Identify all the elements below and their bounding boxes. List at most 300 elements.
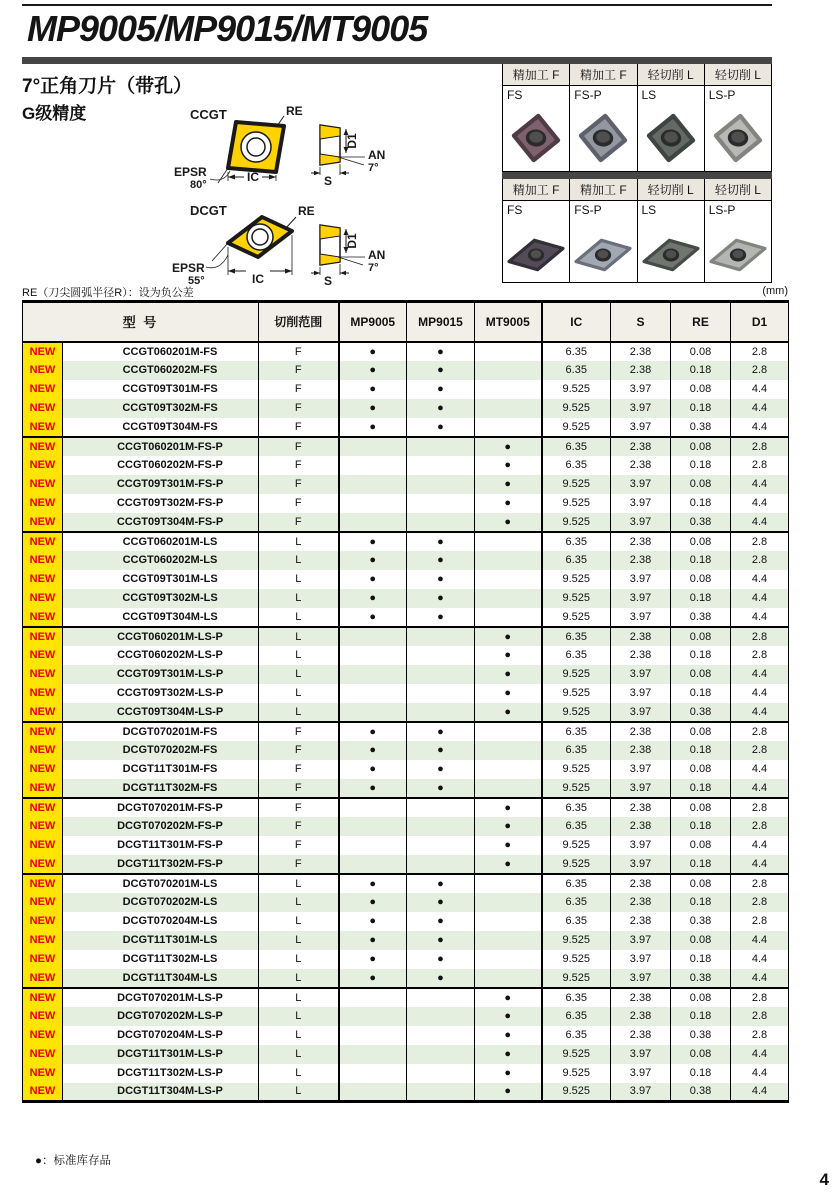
- mp9015-cell: ●: [407, 912, 475, 931]
- ic-cell: 6.35: [542, 874, 611, 893]
- ic-cell: 9.525: [542, 931, 611, 950]
- model-cell: DCGT070202M-LS-P: [63, 1007, 259, 1026]
- d1-cell: 4.4: [731, 931, 789, 950]
- range-cell: L: [259, 589, 339, 608]
- new-badge: NEW: [23, 418, 63, 437]
- d1-cell: 2.8: [731, 817, 789, 836]
- mt9005-cell: ●: [475, 684, 542, 703]
- grid-photo-cell-ls-p: [705, 201, 772, 283]
- d1-cell: 2.8: [731, 893, 789, 912]
- new-badge: NEW: [23, 532, 63, 551]
- mp9015-cell: ●: [407, 874, 475, 893]
- d1-cell: 4.4: [731, 760, 789, 779]
- mp9015-cell: [407, 988, 475, 1007]
- table-row: [23, 722, 789, 741]
- table-row: [23, 513, 789, 532]
- model-cell: CCGT060201M-LS-P: [63, 627, 259, 646]
- mp9005-cell: ●: [339, 380, 407, 399]
- ic-cell: 6.35: [542, 627, 611, 646]
- model-cell: DCGT11T302M-FS: [63, 779, 259, 798]
- range-cell: F: [259, 380, 339, 399]
- col-header-mp9005: MP9005: [339, 302, 407, 342]
- mp9005-cell: ●: [339, 399, 407, 418]
- mp9015-cell: ●: [407, 950, 475, 969]
- dcgt-re-label: RE: [298, 204, 315, 218]
- mt9005-cell: ●: [475, 798, 542, 817]
- new-badge: NEW: [23, 1045, 63, 1064]
- range-cell: L: [259, 646, 339, 665]
- insert-photo: [507, 109, 565, 167]
- dcgt-an-angle: 7°: [368, 262, 379, 274]
- s-cell: 3.97: [611, 665, 671, 684]
- mp9015-cell: ●: [407, 418, 475, 437]
- table-row: [23, 912, 789, 931]
- range-cell: L: [259, 665, 339, 684]
- table-row: [23, 988, 789, 1007]
- col-header-mp9015: MP9015: [407, 302, 475, 342]
- mp9005-cell: [339, 627, 407, 646]
- mp9005-cell: ●: [339, 912, 407, 931]
- ic-cell: 6.35: [542, 361, 611, 380]
- d1-cell: 4.4: [731, 570, 789, 589]
- mt9005-cell: [475, 874, 542, 893]
- new-badge: NEW: [23, 627, 63, 646]
- re-cell: 0.38: [671, 703, 731, 722]
- ccgt-epsr-angle: 80°: [190, 179, 207, 191]
- ic-cell: 9.525: [542, 779, 611, 798]
- ccgt-insert-grid: [502, 64, 772, 172]
- table-row: [23, 1045, 789, 1064]
- ic-cell: 9.525: [542, 608, 611, 627]
- d1-cell: 2.8: [731, 532, 789, 551]
- ic-cell: 6.35: [542, 817, 611, 836]
- re-cell: 0.08: [671, 722, 731, 741]
- range-cell: L: [259, 684, 339, 703]
- mp9015-cell: ●: [407, 931, 475, 950]
- ic-cell: 6.35: [542, 722, 611, 741]
- mp9005-cell: ●: [339, 608, 407, 627]
- table-row: [23, 646, 789, 665]
- table-row: [23, 893, 789, 912]
- mp9005-cell: ●: [339, 779, 407, 798]
- re-cell: 0.08: [671, 627, 731, 646]
- model-cell: DCGT11T304M-LS-P: [63, 1083, 259, 1102]
- grade-label: LS: [641, 203, 657, 217]
- d1-cell: 4.4: [731, 779, 789, 798]
- mt9005-cell: [475, 380, 542, 399]
- range-cell: L: [259, 988, 339, 1007]
- page-number: 4: [819, 1170, 829, 1189]
- re-cell: 0.08: [671, 342, 731, 361]
- ic-cell: 6.35: [542, 798, 611, 817]
- ic-cell: 9.525: [542, 513, 611, 532]
- mp9015-cell: [407, 475, 475, 494]
- mp9005-cell: ●: [339, 874, 407, 893]
- table-row: [23, 684, 789, 703]
- ccgt-an-label: AN: [368, 148, 386, 162]
- insert-photo: [572, 232, 634, 278]
- ccgt-an-angle: 7°: [368, 162, 379, 174]
- re-cell: 0.08: [671, 760, 731, 779]
- new-badge: NEW: [23, 1064, 63, 1083]
- re-cell: 0.18: [671, 399, 731, 418]
- new-badge: NEW: [23, 722, 63, 741]
- mp9005-cell: [339, 513, 407, 532]
- d1-cell: 4.4: [731, 608, 789, 627]
- mp9005-cell: [339, 1083, 407, 1102]
- mp9015-cell: ●: [407, 893, 475, 912]
- range-cell: F: [259, 342, 339, 361]
- new-badge: NEW: [23, 342, 63, 361]
- re-cell: 0.38: [671, 418, 731, 437]
- ic-cell: 9.525: [542, 1083, 611, 1102]
- range-cell: L: [259, 1064, 339, 1083]
- mt9005-cell: [475, 570, 542, 589]
- mt9005-cell: ●: [475, 665, 542, 684]
- ic-cell: 6.35: [542, 437, 611, 456]
- grid-photo-cell-ls: [638, 86, 705, 172]
- insert-photo: [640, 232, 702, 278]
- model-cell: DCGT070204M-LS-P: [63, 1026, 259, 1045]
- mp9015-cell: ●: [407, 361, 475, 380]
- mp9005-cell: ●: [339, 760, 407, 779]
- re-cell: 0.08: [671, 1045, 731, 1064]
- mp9015-cell: ●: [407, 399, 475, 418]
- mt9005-cell: ●: [475, 456, 542, 475]
- mp9015-cell: [407, 437, 475, 456]
- range-cell: F: [259, 418, 339, 437]
- table-row: [23, 950, 789, 969]
- table-row: [23, 589, 789, 608]
- range-cell: F: [259, 760, 339, 779]
- mp9005-cell: ●: [339, 741, 407, 760]
- mp9015-cell: ●: [407, 722, 475, 741]
- d1-cell: 4.4: [731, 399, 789, 418]
- range-cell: F: [259, 741, 339, 760]
- ic-cell: 6.35: [542, 1026, 611, 1045]
- grade-label: FS-P: [574, 203, 602, 217]
- mp9005-cell: [339, 855, 407, 874]
- model-cell: DCGT070202M-FS: [63, 741, 259, 760]
- mp9015-cell: [407, 646, 475, 665]
- model-cell: CCGT09T302M-FS: [63, 399, 259, 418]
- mt9005-cell: [475, 342, 542, 361]
- mp9005-cell: ●: [339, 532, 407, 551]
- re-cell: 0.08: [671, 931, 731, 950]
- model-cell: DCGT070202M-FS-P: [63, 817, 259, 836]
- re-cell: 0.08: [671, 380, 731, 399]
- table-row: [23, 1083, 789, 1102]
- ic-cell: 9.525: [542, 380, 611, 399]
- mp9015-cell: ●: [407, 532, 475, 551]
- s-cell: 3.97: [611, 760, 671, 779]
- mp9005-cell: ●: [339, 950, 407, 969]
- mp9015-cell: [407, 703, 475, 722]
- table-row: [23, 779, 789, 798]
- model-cell: CCGT09T302M-LS-P: [63, 684, 259, 703]
- col-header-d1: D1: [731, 302, 789, 342]
- s-cell: 2.38: [611, 722, 671, 741]
- top-rule: [22, 4, 772, 6]
- d1-cell: 2.8: [731, 627, 789, 646]
- ic-cell: 9.525: [542, 703, 611, 722]
- table-row: [23, 836, 789, 855]
- model-cell: DCGT11T304M-LS: [63, 969, 259, 988]
- mp9005-cell: [339, 646, 407, 665]
- table-row: [23, 399, 789, 418]
- mp9005-cell: ●: [339, 361, 407, 380]
- mt9005-cell: ●: [475, 437, 542, 456]
- dcgt-s-label: S: [323, 274, 333, 288]
- unit-note: (mm): [762, 285, 788, 297]
- s-cell: 3.97: [611, 570, 671, 589]
- d1-cell: 4.4: [731, 703, 789, 722]
- s-cell: 2.38: [611, 1007, 671, 1026]
- re-cell: 0.18: [671, 589, 731, 608]
- mt9005-cell: [475, 950, 542, 969]
- ic-cell: 6.35: [542, 741, 611, 760]
- d1-cell: 4.4: [731, 589, 789, 608]
- d1-cell: 2.8: [731, 874, 789, 893]
- range-cell: L: [259, 1083, 339, 1102]
- s-cell: 3.97: [611, 608, 671, 627]
- table-row: [23, 760, 789, 779]
- model-cell: DCGT11T301M-FS: [63, 760, 259, 779]
- table-row: [23, 741, 789, 760]
- ic-cell: 9.525: [542, 855, 611, 874]
- model-cell: CCGT060201M-LS: [63, 532, 259, 551]
- mt9005-cell: [475, 912, 542, 931]
- re-cell: 0.18: [671, 1064, 731, 1083]
- d1-cell: 2.8: [731, 551, 789, 570]
- s-cell: 3.97: [611, 836, 671, 855]
- mp9015-cell: [407, 1064, 475, 1083]
- table-row: [23, 969, 789, 988]
- mp9005-cell: ●: [339, 570, 407, 589]
- re-cell: 0.18: [671, 950, 731, 969]
- table-row: [23, 456, 789, 475]
- mp9015-cell: ●: [407, 608, 475, 627]
- s-cell: 2.38: [611, 437, 671, 456]
- col-header-range: 切削范围: [259, 302, 339, 342]
- s-cell: 3.97: [611, 513, 671, 532]
- mp9015-cell: ●: [407, 969, 475, 988]
- re-cell: 0.18: [671, 893, 731, 912]
- mp9015-cell: [407, 665, 475, 684]
- range-cell: F: [259, 494, 339, 513]
- ccgt-diagram: [150, 95, 500, 195]
- re-cell: 0.08: [671, 665, 731, 684]
- range-cell: F: [259, 722, 339, 741]
- mt9005-cell: ●: [475, 988, 542, 1007]
- s-cell: 3.97: [611, 1083, 671, 1102]
- new-badge: NEW: [23, 741, 63, 760]
- ic-cell: 9.525: [542, 589, 611, 608]
- table-row: [23, 665, 789, 684]
- s-cell: 2.38: [611, 646, 671, 665]
- s-cell: 2.38: [611, 817, 671, 836]
- ic-cell: 9.525: [542, 1045, 611, 1064]
- mt9005-cell: [475, 893, 542, 912]
- s-cell: 2.38: [611, 798, 671, 817]
- new-badge: NEW: [23, 589, 63, 608]
- mt9005-cell: ●: [475, 836, 542, 855]
- new-badge: NEW: [23, 817, 63, 836]
- grid-photo-cell-fs-p: [570, 86, 637, 172]
- s-cell: 2.38: [611, 342, 671, 361]
- grid-header-ls: 轻切削 L: [638, 64, 705, 86]
- d1-cell: 4.4: [731, 1083, 789, 1102]
- grade-label: FS: [507, 203, 523, 217]
- range-cell: F: [259, 437, 339, 456]
- mp9015-cell: ●: [407, 589, 475, 608]
- new-badge: NEW: [23, 608, 63, 627]
- insert-photo: [574, 109, 632, 167]
- s-cell: 3.97: [611, 703, 671, 722]
- re-cell: 0.18: [671, 855, 731, 874]
- mp9005-cell: [339, 798, 407, 817]
- mp9015-cell: ●: [407, 760, 475, 779]
- s-cell: 2.38: [611, 361, 671, 380]
- d1-cell: 2.8: [731, 912, 789, 931]
- dcgt-d1-label: D1: [345, 233, 359, 249]
- new-badge: NEW: [23, 646, 63, 665]
- mt9005-cell: [475, 589, 542, 608]
- ic-cell: 9.525: [542, 950, 611, 969]
- s-cell: 2.38: [611, 893, 671, 912]
- mp9015-cell: ●: [407, 741, 475, 760]
- table-row: [23, 570, 789, 589]
- grid-header-ls: 轻切削 L: [638, 179, 705, 201]
- mt9005-cell: [475, 532, 542, 551]
- grade-label: FS-P: [574, 88, 602, 102]
- mt9005-cell: [475, 931, 542, 950]
- re-cell: 0.18: [671, 741, 731, 760]
- ic-cell: 6.35: [542, 893, 611, 912]
- table-row: [23, 798, 789, 817]
- new-badge: NEW: [23, 779, 63, 798]
- new-badge: NEW: [23, 475, 63, 494]
- mt9005-cell: [475, 760, 542, 779]
- table-row: [23, 418, 789, 437]
- range-cell: F: [259, 399, 339, 418]
- d1-cell: 4.4: [731, 969, 789, 988]
- mp9015-cell: [407, 798, 475, 817]
- table-row: [23, 931, 789, 950]
- new-badge: NEW: [23, 665, 63, 684]
- ic-cell: 9.525: [542, 760, 611, 779]
- s-cell: 3.97: [611, 950, 671, 969]
- mt9005-cell: [475, 779, 542, 798]
- s-cell: 2.38: [611, 551, 671, 570]
- model-cell: CCGT09T304M-FS: [63, 418, 259, 437]
- ic-cell: 9.525: [542, 1064, 611, 1083]
- model-cell: CCGT09T302M-LS: [63, 589, 259, 608]
- new-badge: NEW: [23, 1007, 63, 1026]
- table-row: [23, 874, 789, 893]
- s-cell: 3.97: [611, 779, 671, 798]
- ccgt-side-view-drawing: [311, 125, 365, 175]
- spec-table: [22, 300, 789, 1103]
- mp9005-cell: [339, 475, 407, 494]
- mp9015-cell: [407, 855, 475, 874]
- mp9005-cell: ●: [339, 893, 407, 912]
- ic-cell: 9.525: [542, 494, 611, 513]
- mp9005-cell: [339, 1045, 407, 1064]
- d1-cell: 2.8: [731, 646, 789, 665]
- s-cell: 2.38: [611, 1026, 671, 1045]
- re-cell: 0.18: [671, 779, 731, 798]
- ic-cell: 9.525: [542, 684, 611, 703]
- ic-cell: 6.35: [542, 912, 611, 931]
- re-cell: 0.38: [671, 513, 731, 532]
- range-cell: F: [259, 361, 339, 380]
- mp9015-cell: [407, 456, 475, 475]
- d1-cell: 4.4: [731, 494, 789, 513]
- ic-cell: 9.525: [542, 836, 611, 855]
- d1-cell: 4.4: [731, 1045, 789, 1064]
- mt9005-cell: [475, 399, 542, 418]
- grid-header-fs: 精加工 F: [503, 64, 570, 86]
- s-cell: 2.38: [611, 988, 671, 1007]
- insert-photo: [707, 232, 769, 278]
- ic-cell: 6.35: [542, 456, 611, 475]
- mp9015-cell: [407, 1045, 475, 1064]
- re-cell: 0.08: [671, 836, 731, 855]
- ic-cell: 9.525: [542, 969, 611, 988]
- model-cell: CCGT09T301M-LS-P: [63, 665, 259, 684]
- mp9005-cell: ●: [339, 589, 407, 608]
- model-cell: CCGT09T304M-LS-P: [63, 703, 259, 722]
- range-cell: F: [259, 779, 339, 798]
- range-cell: L: [259, 532, 339, 551]
- range-cell: L: [259, 1026, 339, 1045]
- grade-label: LS-P: [708, 88, 736, 102]
- mp9015-cell: ●: [407, 779, 475, 798]
- table-row: [23, 608, 789, 627]
- mt9005-cell: ●: [475, 627, 542, 646]
- mp9005-cell: ●: [339, 969, 407, 988]
- grid-header-fs-p: 精加工 F: [570, 64, 637, 86]
- d1-cell: 4.4: [731, 950, 789, 969]
- range-cell: F: [259, 817, 339, 836]
- d1-cell: 4.4: [731, 475, 789, 494]
- table-row: [23, 627, 789, 646]
- model-cell: CCGT060201M-FS-P: [63, 437, 259, 456]
- re-cell: 0.08: [671, 532, 731, 551]
- ic-cell: 9.525: [542, 399, 611, 418]
- model-cell: DCGT11T302M-LS-P: [63, 1064, 259, 1083]
- mt9005-cell: ●: [475, 1045, 542, 1064]
- grade-label: FS: [507, 88, 523, 102]
- dcgt-diagram-label: DCGT: [190, 203, 227, 218]
- re-cell: 0.08: [671, 570, 731, 589]
- mp9015-cell: [407, 1007, 475, 1026]
- model-cell: CCGT09T304M-LS: [63, 608, 259, 627]
- d1-cell: 2.8: [731, 1007, 789, 1026]
- col-header-mt9005: MT9005: [475, 302, 542, 342]
- s-cell: 3.97: [611, 969, 671, 988]
- grid-header-ls-p: 轻切削 L: [705, 64, 772, 86]
- grid-separator-bar: [502, 172, 772, 179]
- mp9015-cell: ●: [407, 342, 475, 361]
- new-badge: NEW: [23, 988, 63, 1007]
- table-row: [23, 817, 789, 836]
- model-cell: CCGT09T301M-FS-P: [63, 475, 259, 494]
- new-badge: NEW: [23, 437, 63, 456]
- re-cell: 0.08: [671, 874, 731, 893]
- model-cell: DCGT070201M-LS: [63, 874, 259, 893]
